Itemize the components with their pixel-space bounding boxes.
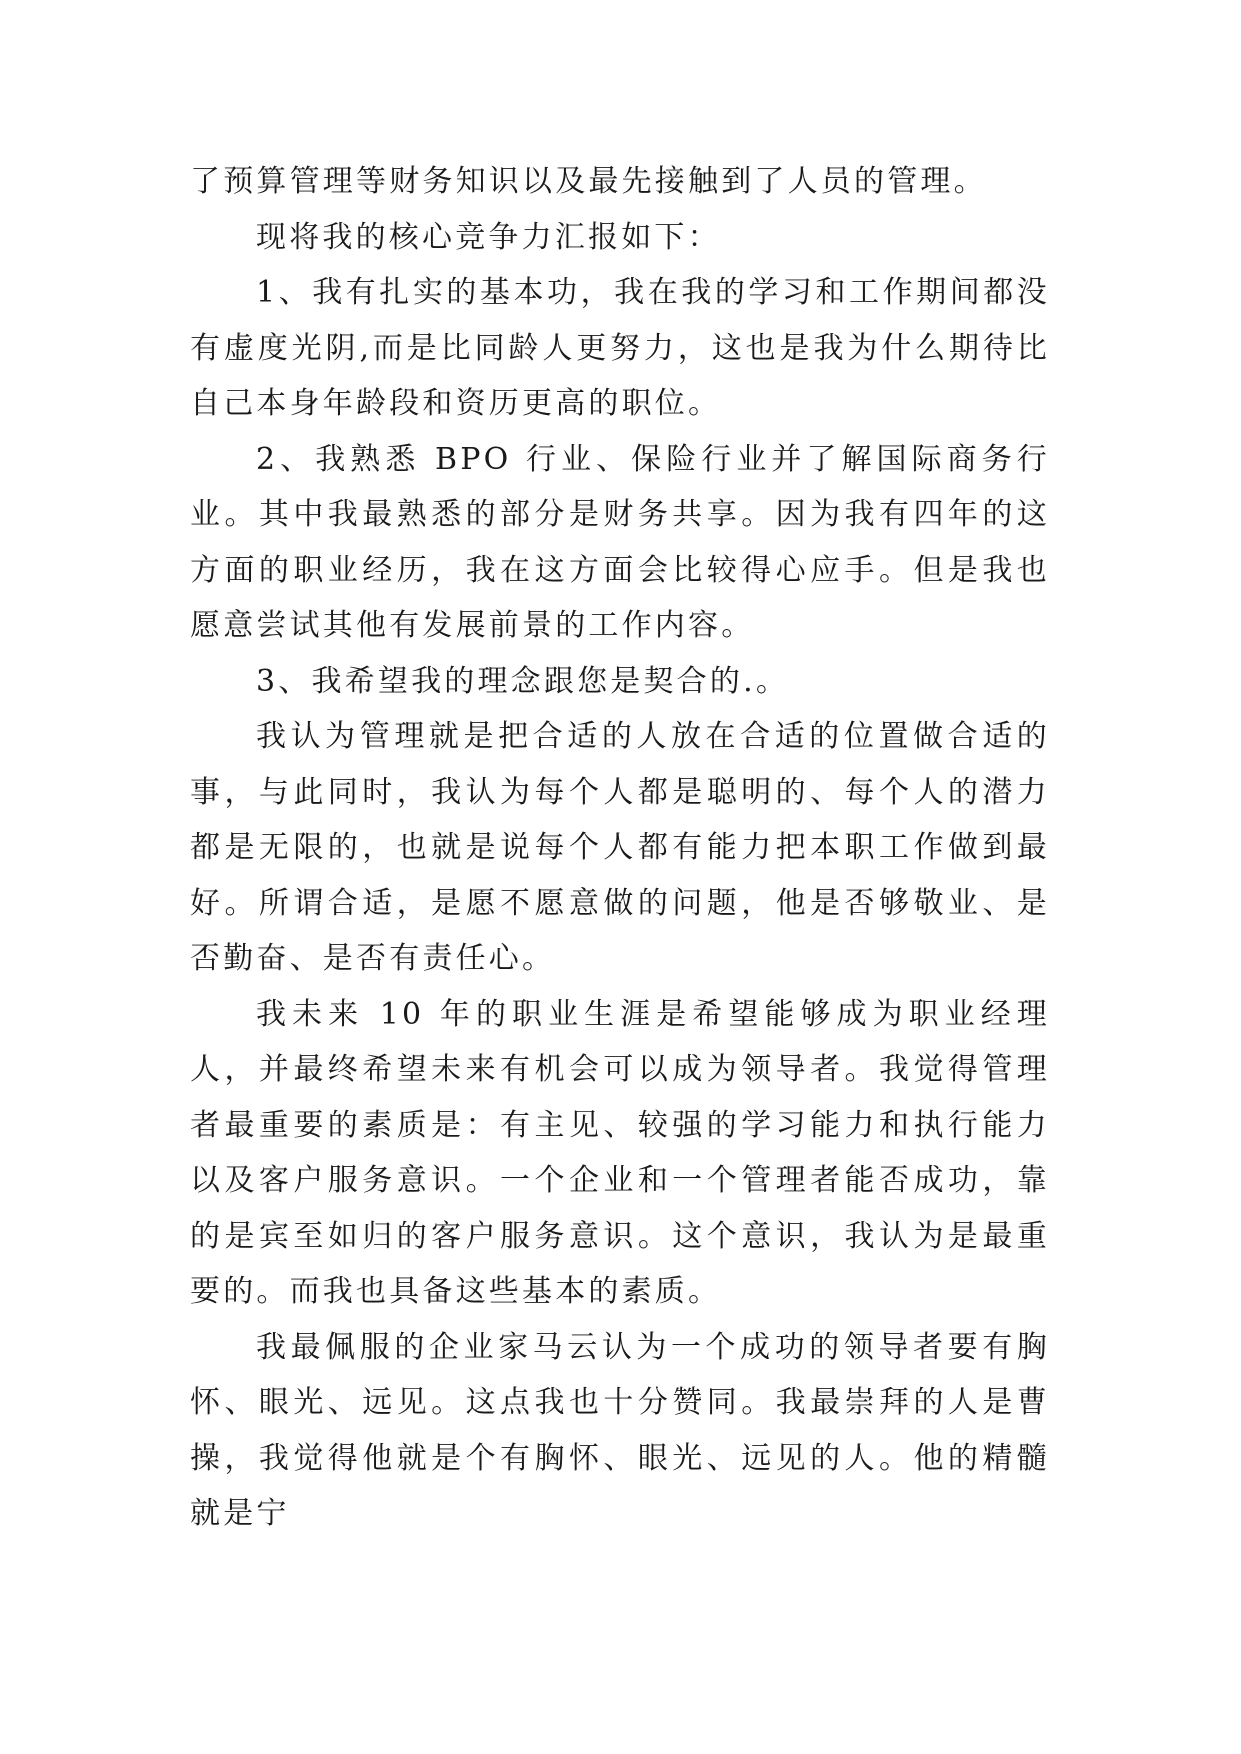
document-body: [190, 154, 1050, 1542]
paragraph-3: 1、我有扎实的基本功，我在我的学习和工作期间都没有虚度光阴,而是比同龄人更努力，这也是我为什么期待比自己本身年龄段和资历更高的职位。: [190, 275, 1050, 421]
paragraph-4: 2、我熟悉 BPO 行业、保险行业并了解国际商务行业。其中我最熟悉的部分是财务共享。因为我有四年的这方面的职业经历，我在这方面会比较得心应手。但是我也愿意尝试其他有发展前景的工作内容。: [190, 441, 1050, 643]
paragraph-1: 了预算管理等财务知识以及最先接触到了人员的管理。: [190, 164, 987, 199]
paragraph-8: 我最佩服的企业家马云认为一个成功的领导者要有胸怀、眼光、远见。这点我也十分赞同。我最崇拜的人是曹操，我觉得他就是个有胸怀、眼光、远见的人。他的精髓就是宁: [190, 1329, 1050, 1531]
paragraph-2: 现将我的核心竞争力汇报如下：: [256, 219, 721, 255]
paragraph-5: 3、我希望我的理念跟您是契合的.。: [256, 663, 790, 699]
paragraph-6: 我认为管理就是把合适的人放在合适的位置做合适的事，与此同时，我认为每个人都是聪明的、每个人的潜力都是无限的，也就是说每个人都有能力把本职工作做到最好。所谓合适，是愿不愿意做的问题，他是否够敬业、是否勤奋、是否有责任心。: [190, 719, 1050, 976]
paragraph-7: 我未来 10 年的职业生涯是希望能够成为职业经理人，并最终希望未来有机会可以成为领导者。我觉得管理者最重要的素质是：有主见、较强的学习能力和执行能力以及客户服务意识。一个企业和一个管理者能否成功，靠的是宾至如归的客户服务意识。这个意识，我认为是最重要的。而我也具备这些基本的素质。: [190, 996, 1050, 1309]
